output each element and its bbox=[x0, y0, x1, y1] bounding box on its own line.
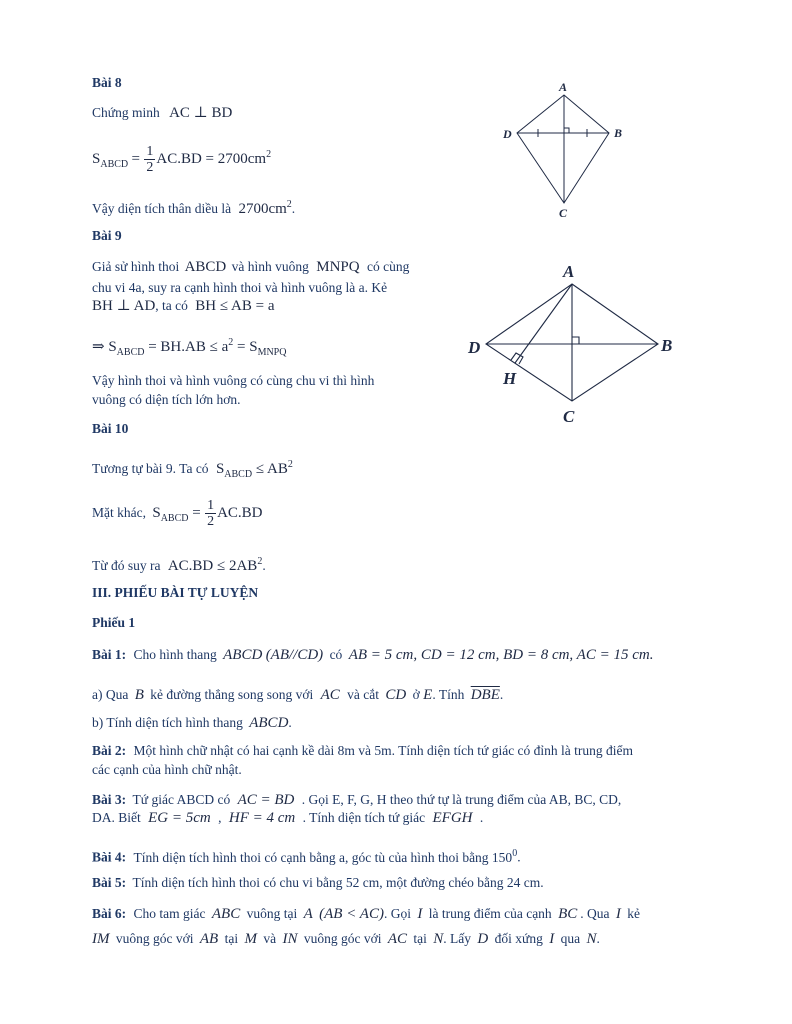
kite-right-angle-mark bbox=[564, 128, 569, 133]
kite-figure bbox=[495, 75, 635, 225]
bai8-conclusion-value: $2700cm^2$ bbox=[238, 199, 292, 217]
rhombus-figure bbox=[462, 258, 692, 433]
bai8-conclusion-end: . bbox=[291, 201, 296, 216]
bai9-title: Bài 9 bbox=[92, 228, 122, 243]
bai8-area-formula bbox=[92, 138, 271, 182]
bai10-line3: Từ đó suy ra $AC.BD \le 2AB^2$. bbox=[92, 556, 266, 574]
bai10-line1: Tương tự bài 9. Ta có $S_{ABCD} \le AB^2$ bbox=[92, 459, 293, 480]
ex5-statement: Bài 5: Tính diện tích hình thoi có chu vi bằng 52 cm, một đường chéo bằng 24 cm. bbox=[92, 875, 544, 890]
ex1-part-b: b) Tính diện tích hình thang ABCD. bbox=[92, 715, 292, 731]
bai9-conclusion-1: Vậy hình thoi và hình vuông có cùng chu vi thì hình bbox=[92, 373, 375, 388]
rhombus-label-b: B bbox=[661, 336, 673, 355]
ex1-part-a: a) Qua B kẻ đường thẳng song song với AC và cắt CD ở E. Tính $\overline{DBE}$. bbox=[92, 687, 504, 703]
ex6-line1: Bài 6: Cho tam giác ABC vuông tại A (AB < AC). Gọi I là trung điểm của cạnh BC . Qua I kẻ bbox=[92, 906, 640, 922]
ex2-line2: các cạnh của hình chữ nhật. bbox=[92, 762, 242, 777]
ex3-line1: Bài 3: Tứ giác ABCD có AC = BD . Gọi E, F, G, H theo thứ tự là trung điểm của AB, BC, CD, bbox=[92, 792, 622, 808]
bai9-line3: BH ⊥ AD, ta có BH ≤ AB = a bbox=[92, 298, 275, 314]
ex6-line2: IM vuông góc với AB tại M và IN vuông góc với AC tại N. Lấy D đối xứng I qua N. bbox=[92, 931, 600, 947]
ex1-statement: Bài 1: Cho hình thang ABCD (AB//CD) có AB = 5 cm, CD = 12 cm, BD = 8 cm, AC = 15 cm. bbox=[92, 647, 654, 663]
bai10-title: Bài 10 bbox=[92, 421, 129, 436]
ex3-line2: DA. Biết EG = 5cm , HF = 4 cm . Tính diện tích tứ giác EFGH . bbox=[92, 810, 484, 826]
section-title: III. PHIẾU BÀI TỰ LUYỆN bbox=[92, 585, 259, 600]
bai8-prove-expr: AC ⊥ BD bbox=[169, 105, 233, 121]
rhombus-right-angle-center bbox=[572, 337, 579, 344]
rhombus-label-d: D bbox=[468, 338, 481, 357]
kite-label-c: C bbox=[559, 206, 568, 220]
bai8-area-rhs: $AC.BD = 2700cm^2$ bbox=[156, 149, 272, 167]
bai8-conclusion bbox=[92, 196, 295, 218]
sheet-title: Phiếu 1 bbox=[92, 615, 136, 630]
bai8-area-lhs: $S_{ABCD}$ bbox=[92, 151, 129, 170]
ex1-angle-dbe: $\overline{DBE}$ bbox=[470, 687, 500, 703]
rhombus-altitude-ah bbox=[515, 284, 572, 363]
bai9-line2: chu vi 4a, suy ra cạnh hình thoi và hình vuông là a. Kẻ bbox=[92, 280, 388, 295]
bai8-prove-label: Chứng minh bbox=[92, 105, 160, 120]
bai9-conclusion-2: vuông có diện tích lớn hơn. bbox=[92, 392, 241, 407]
rhombus-label-a: A bbox=[563, 262, 575, 281]
bai9-line1: Giả sử hình thoi ABCD và hình vuông MNPQ có cùng bbox=[92, 259, 410, 275]
ex4-statement: Bài 4: Tính diện tích hình thoi có cạnh bằng a, góc tù của hình thoi bằng $150^0$. bbox=[92, 848, 521, 865]
bai10-line2: Mặt khác, $S_{ABCD}$ = $\frac{1}{2}$ AC.BD bbox=[92, 498, 263, 530]
bai9-equation: ⇒ $S_{ABCD} = BH.AB \le a^2 = S_{MNPQ}$ bbox=[92, 337, 287, 358]
rhombus-label-c: C bbox=[563, 407, 575, 426]
kite-label-d: D bbox=[503, 127, 512, 141]
kite-label-a: A bbox=[559, 80, 568, 94]
bai8-prove bbox=[92, 104, 232, 122]
kite-label-b: B bbox=[614, 126, 623, 140]
bai8-area-eq: = bbox=[131, 151, 140, 167]
ex2-line1: Bài 2: Một hình chữ nhật có hai cạnh kề dài 8m và 5m. Tính diện tích tứ giác có đỉnh là trung điểm bbox=[92, 743, 634, 758]
bai8-fraction: $\frac{1}{2}$ bbox=[146, 144, 154, 176]
bai8-conclusion-text: Vậy diện tích thân diều là bbox=[92, 201, 232, 216]
rhombus-label-h: H bbox=[503, 369, 517, 388]
kite-outline bbox=[517, 95, 609, 203]
bai8-title: Bài 8 bbox=[92, 75, 122, 90]
